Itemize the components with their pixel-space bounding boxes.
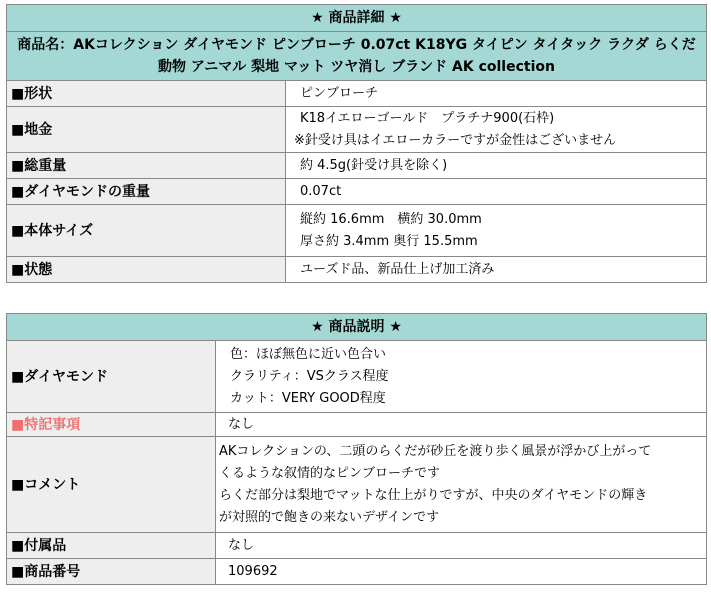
table-row <box>7 413 707 437</box>
value-diamond <box>216 341 707 413</box>
description-header: ★ 商品説明 ★ <box>7 314 707 341</box>
table-row <box>7 153 707 179</box>
details-header: ★ 商品詳細 ★ <box>7 5 707 32</box>
value-line: 約 4.5g(針受け具を除く) <box>300 157 448 173</box>
label-diamond: ■ダイヤモンド <box>7 341 216 413</box>
label-size: ■本体サイズ <box>7 205 286 257</box>
value-condition <box>286 257 707 283</box>
label-special-notes: ■特記事項 <box>7 413 216 437</box>
value-line: ピンブローチ <box>300 85 379 101</box>
value-diamond-weight <box>286 179 707 205</box>
table-row <box>7 205 707 257</box>
value-line: AKコレクションの、二頭のらくだが砂丘を渡り歩く風景が浮かび上がって <box>219 443 652 459</box>
value-line: なし <box>228 416 255 432</box>
product-details-table <box>6 4 707 283</box>
value-line: 厚さ約 3.4mm 奥行 15.5mm <box>300 233 478 249</box>
table-row <box>7 257 707 283</box>
value-weight <box>286 153 707 179</box>
value-line: が対照的で飽きの来ないデザインです <box>219 509 440 525</box>
label-metal: ■地金 <box>7 107 286 153</box>
label-shape: ■形状 <box>7 81 286 107</box>
value-line: らくだ部分は梨地でマットな仕上がりですが、中央のダイヤモンドの輝き <box>219 487 648 503</box>
value-product-number <box>216 559 707 585</box>
table-row <box>7 107 707 153</box>
value-line: 109692 <box>228 563 278 579</box>
value-line: 縦約 16.6mm 横約 30.0mm <box>300 211 482 227</box>
label-product-number: ■商品番号 <box>7 559 216 585</box>
value-line: K18イエローゴールド プラチナ900(石枠) <box>300 110 555 126</box>
table-row <box>7 341 707 413</box>
label-diamond-weight: ■ダイヤモンドの重量 <box>7 179 286 205</box>
label-accessories: ■付属品 <box>7 533 216 559</box>
label-weight: ■総重量 <box>7 153 286 179</box>
product-description-table <box>6 313 707 585</box>
value-line: なし <box>228 537 255 553</box>
value-line: 色：ほぼ無色に近い色合い <box>230 346 387 362</box>
label-condition: ■状態 <box>7 257 286 283</box>
table-row <box>7 437 707 533</box>
value-line: カット：VERY GOOD程度 <box>230 390 386 406</box>
value-size <box>286 205 707 257</box>
value-line: ※針受け具はイエローカラーですが金性はございません <box>294 132 617 148</box>
table-row <box>7 559 707 585</box>
value-line: 0.07ct <box>300 183 342 199</box>
value-special-notes <box>216 413 707 437</box>
value-line: ユーズド品、新品仕上げ加工済み <box>300 261 495 277</box>
value-metal <box>286 107 707 153</box>
value-line: クラリティ：VSクラス程度 <box>230 368 389 384</box>
table-row <box>7 81 707 107</box>
value-comment <box>216 437 707 533</box>
label-comment: ■コメント <box>7 437 216 533</box>
product-title: 商品名：AKコレクション ダイヤモンド ピンブローチ 0.07ct K18YG タイピン タイタック ラクダ らくだ 動物 アニマル 梨地 マット ツヤ消し ブランド AK collection <box>7 32 707 81</box>
table-row <box>7 179 707 205</box>
value-line: くるような叙情的なピンブローチです <box>219 465 441 481</box>
table-row <box>7 533 707 559</box>
value-shape <box>286 81 707 107</box>
value-accessories <box>216 533 707 559</box>
